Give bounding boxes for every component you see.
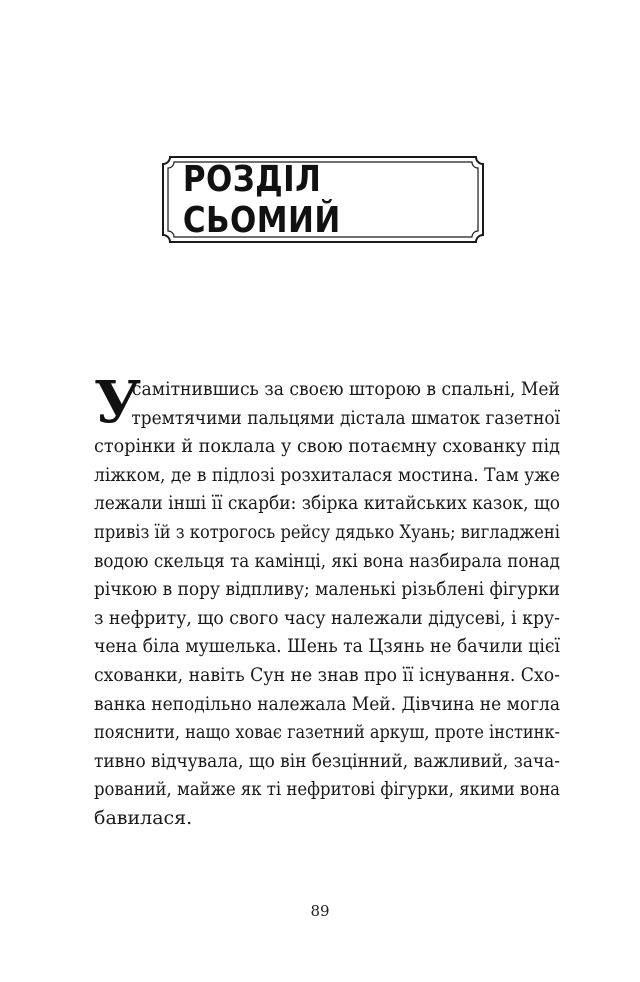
text-line: тивно відчувала, що він безцінний, важливий, зача- bbox=[94, 749, 560, 772]
text-line: ліжком, де в підлозі розхиталася мостина. Там уже bbox=[94, 463, 560, 486]
text-line: з нефриту, що свого часу належали дідусеві, і кру- bbox=[94, 606, 560, 629]
text-line: річкою в пору відпливу; маленькі різьблені фігурки bbox=[94, 578, 561, 601]
text-line: привіз їй з котрогось рейсу дядько Хуань; вигладжені bbox=[94, 520, 560, 543]
text-line: сторінки й поклала у свою потаємну схованку під bbox=[94, 435, 561, 458]
text-line: пояснити, нащо ховає газетний аркуш, проте інстинк- bbox=[94, 721, 560, 744]
drop-cap: У bbox=[94, 368, 142, 436]
body-paragraph bbox=[94, 368, 561, 833]
text-line: бавилася. bbox=[94, 806, 193, 829]
chapter-title-frame bbox=[160, 154, 486, 245]
text-line: тремтячими пальцями дістала шматок газетної bbox=[131, 406, 561, 429]
page-number: 89 bbox=[310, 902, 330, 920]
chapter-title: РОЗДІЛ СЬОМИЙ bbox=[182, 158, 341, 241]
text-line: рований, майже як ті нефритові фігурки, якими вона bbox=[94, 778, 561, 801]
text-line: чена біла мушелька. Шень та Цзянь не бачили цієї bbox=[94, 635, 560, 658]
text-line: ванка неподільно належала Мей. Дівчина не могла bbox=[94, 692, 561, 715]
text-line: схованки, навіть Сун не знав про її існування. Схо- bbox=[94, 663, 560, 686]
text-line: лежали інші її скарби: збірка китайських казок, що bbox=[94, 492, 560, 515]
text-line: водою скельця та камінці, які вона назбирала понад bbox=[94, 549, 560, 572]
text-line: самітнившись за своєю шторою в спальні, Мей bbox=[131, 378, 560, 400]
